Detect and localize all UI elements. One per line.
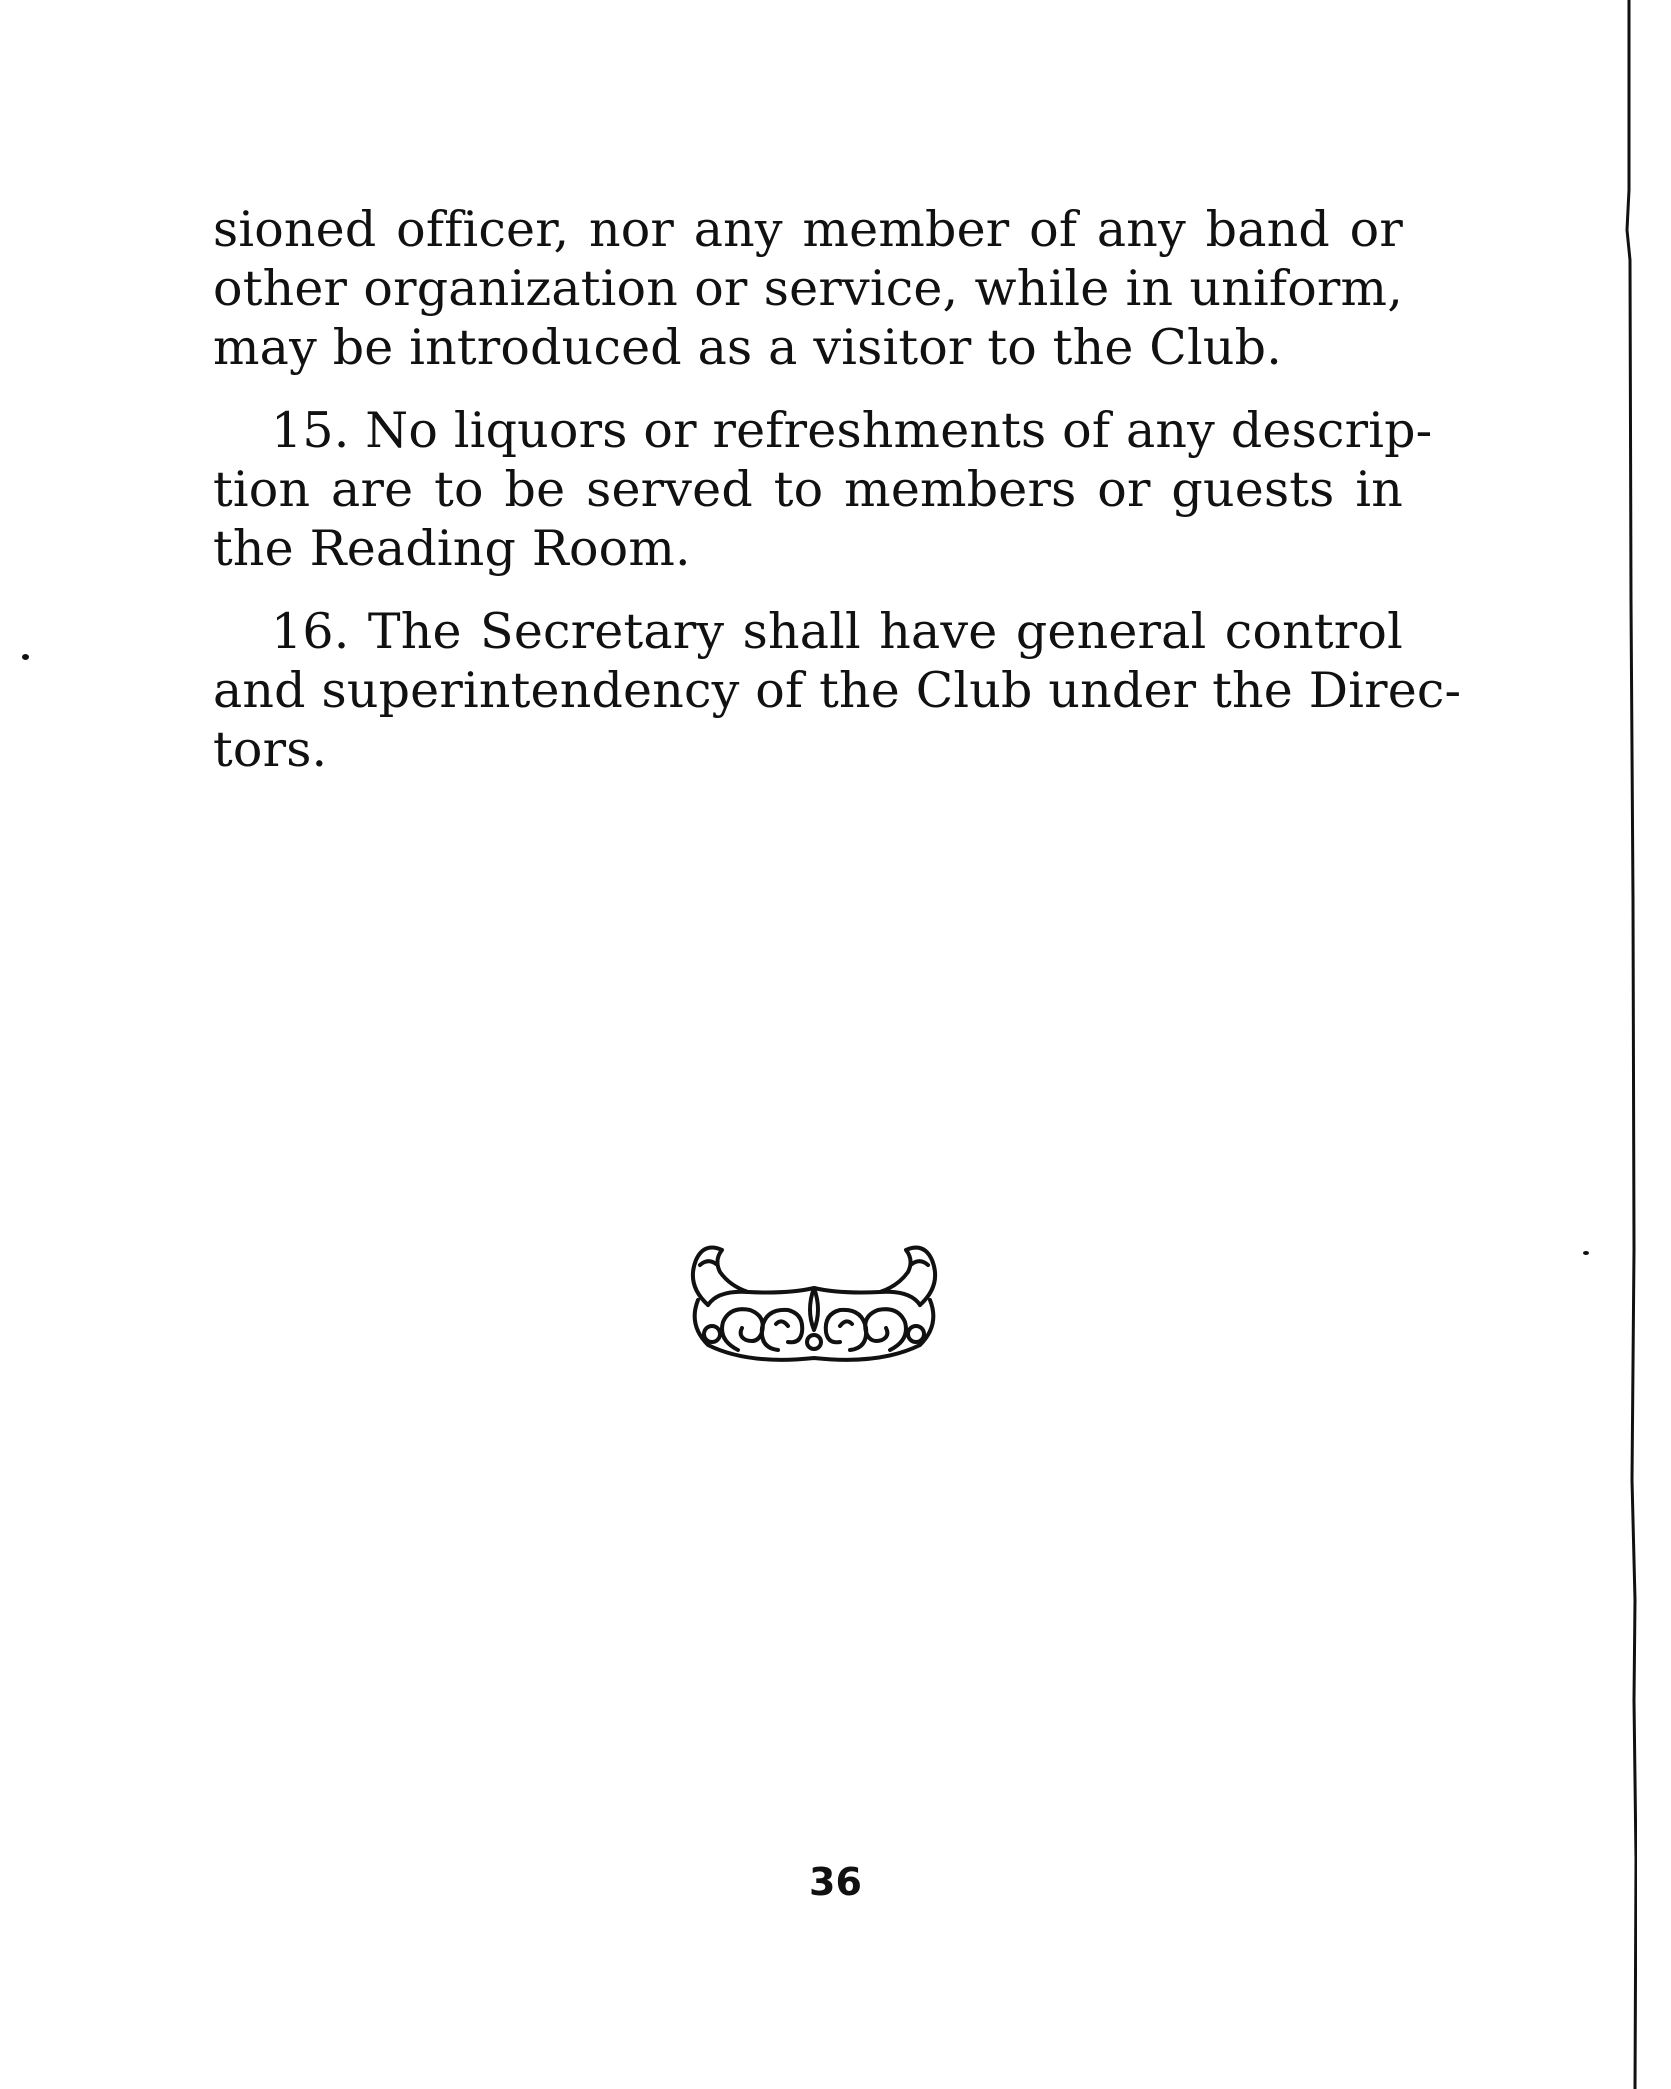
text-line: other organization or service, while in uniform, [213,260,1403,317]
paragraph-rule-16 [213,602,1462,779]
text-line: the Reading Room. [213,520,691,577]
paragraph-rule-15 [213,401,1433,578]
text-line: 16. The Secretary shall have general control [271,603,1403,660]
binding-edge-line [1625,0,1637,2089]
text-line: and superintendency of the Club under the Direc- [213,662,1462,719]
floral-scroll-ornament-icon [678,1230,950,1365]
scan-speck [1583,1251,1589,1255]
page-number: 36 [809,1860,862,1904]
text-line: tors. [213,721,328,778]
scan-speck [22,654,29,660]
text-line: may be introduced as a visitor to the Club. [213,319,1282,376]
text-line: 15. No liquors or refreshments of any descrip- [271,402,1433,459]
text-line: tion are to be served to members or guests in [213,461,1403,518]
paragraph-continuation [213,200,1403,377]
body-text [213,200,1462,803]
text-line: sioned officer, nor any member of any band or [213,201,1403,258]
